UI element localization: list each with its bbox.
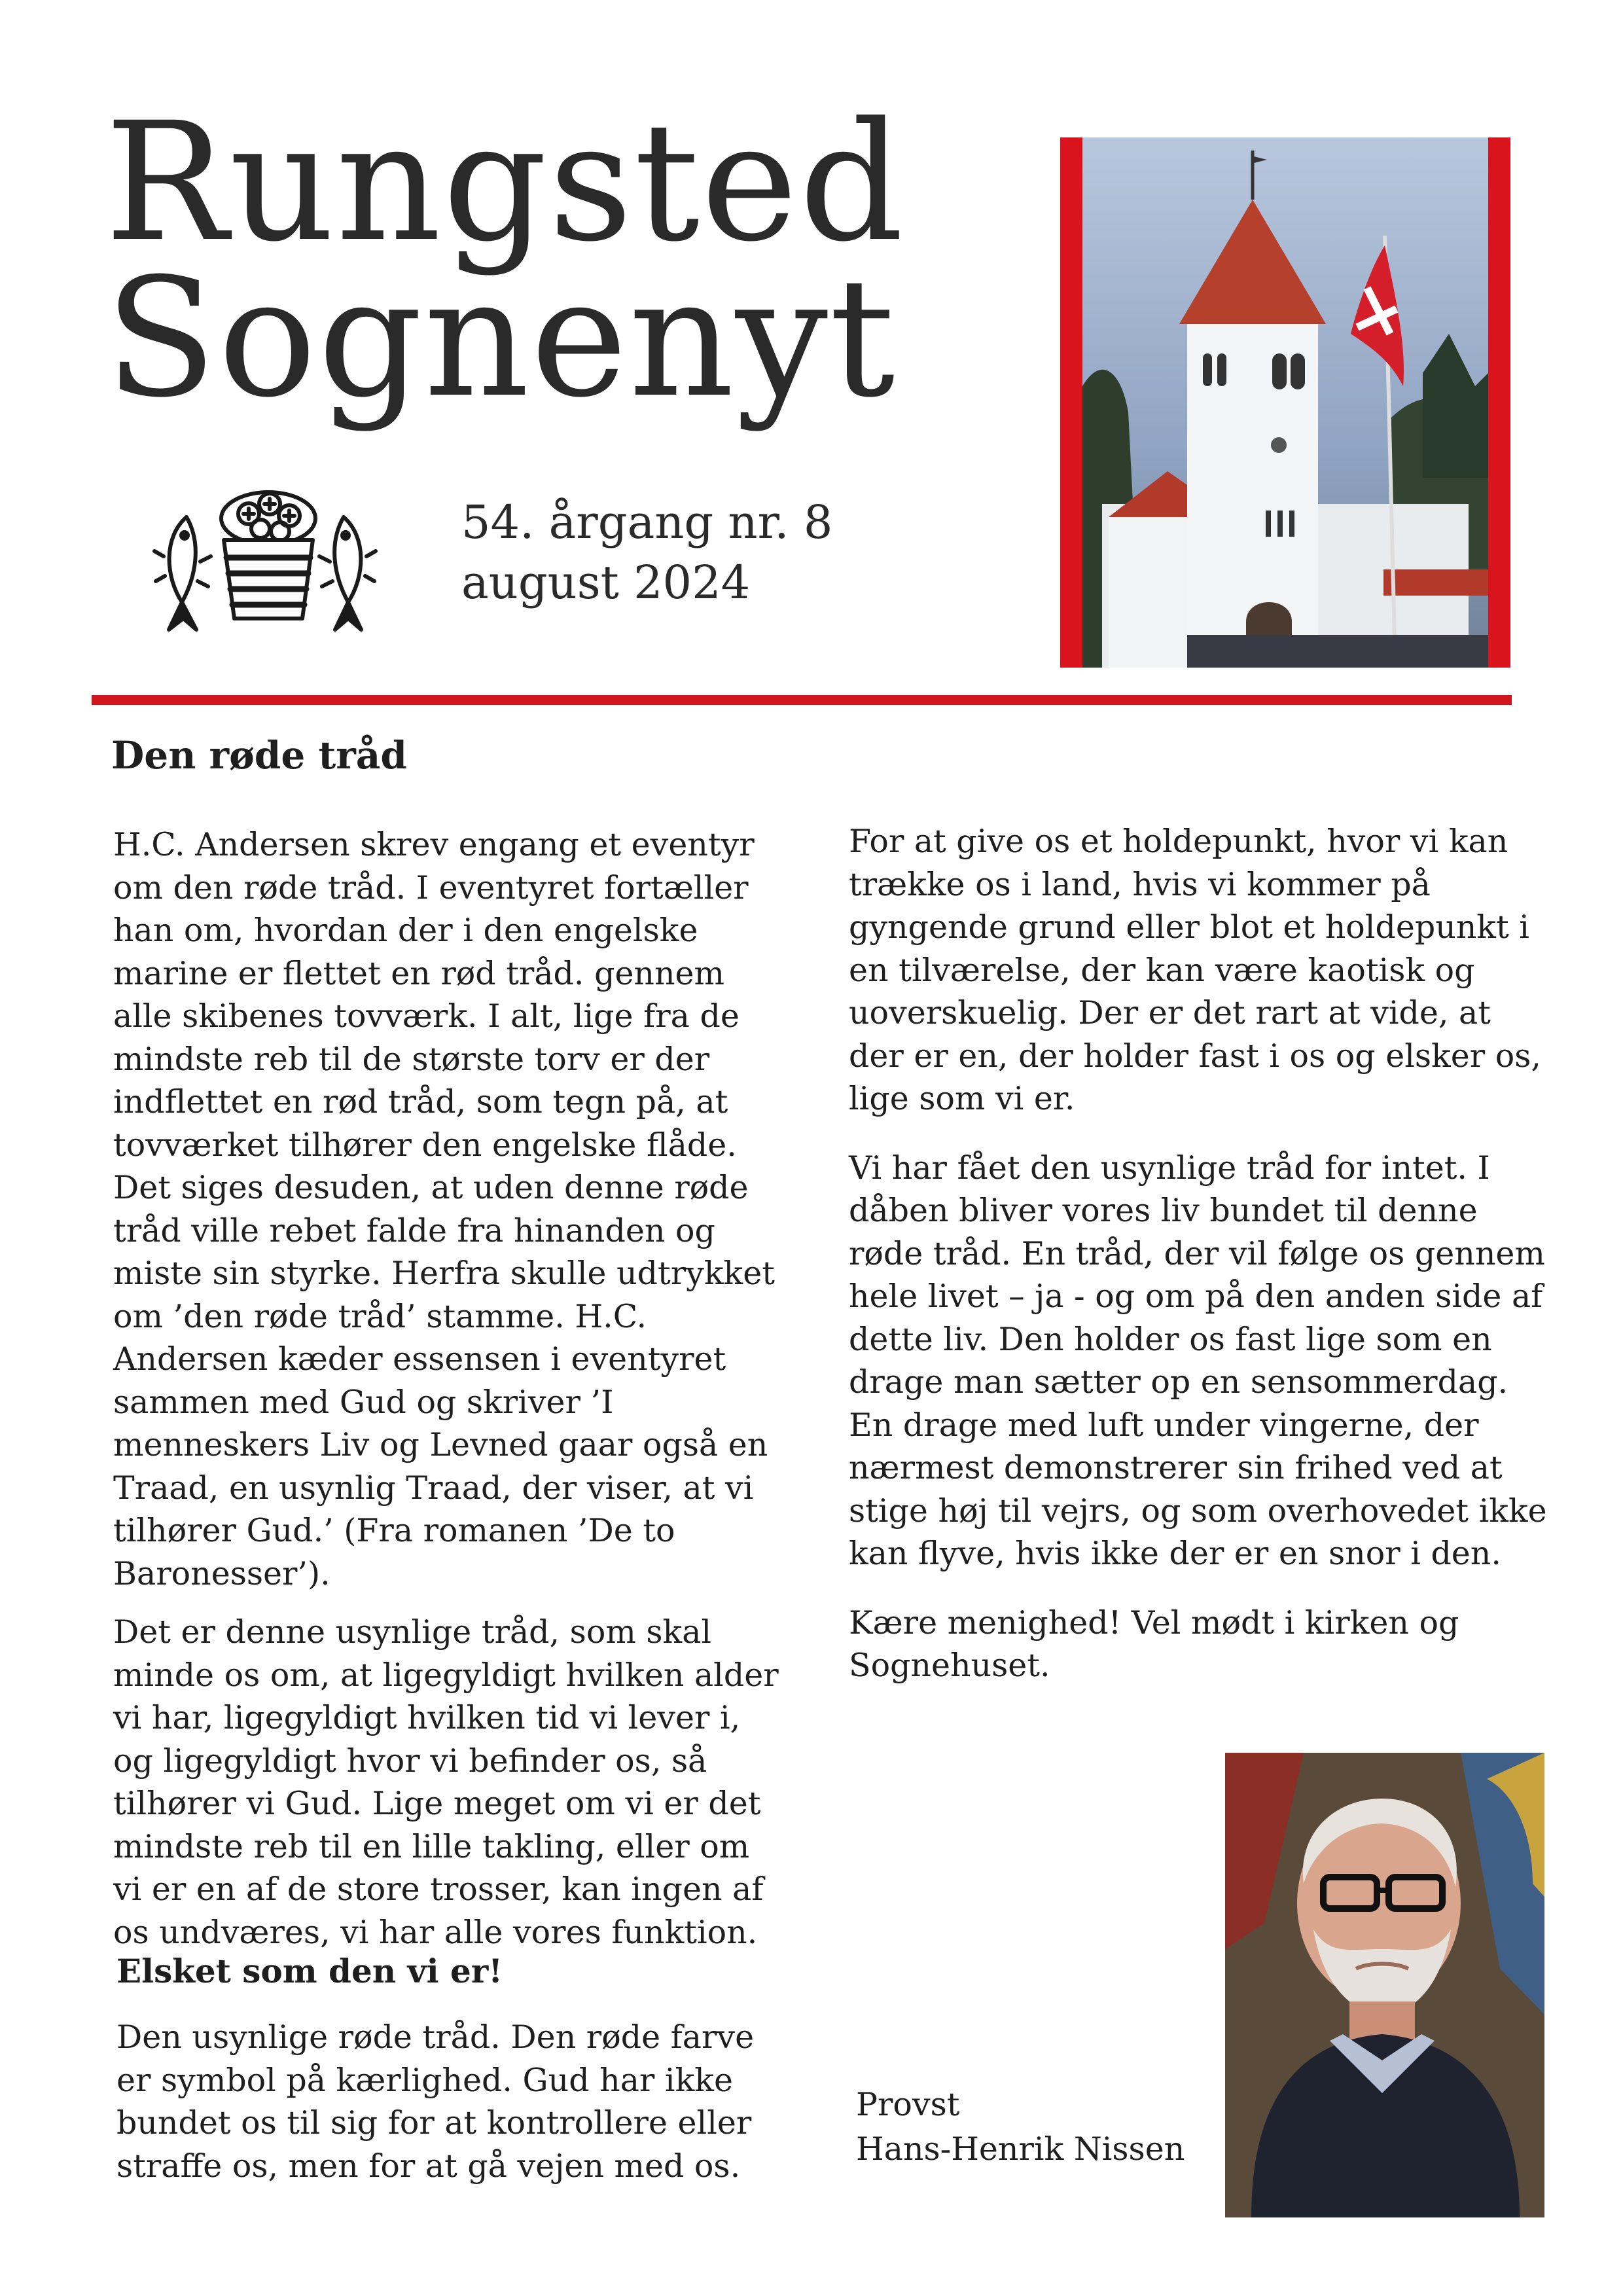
paragraph: H.C. Andersen skrev engang et eventyr om den røde tråd. I eventyret fortæller han om, hvordan der i den engelske marine er flettet en rød tråd. gennem alle skibenes tovværk. I alt, lige fra de mindste reb til de største torv er der indflettet en rød tråd, som tegn på, at tovværket tilhører den engelske flåde. Det siges desuden, at uden denne røde tråd ville rebet falde fra hinanden og miste sin styrke. Herfra skulle udtrykket om ’den røde tråd’ stamme. H.C. Andersen kæder essensen i eventyret sammen med Gud og skriver ’I menneskers Liv og Levned gaar også en Traad, en usynlig Traad, der viser, at vi tilhører Gud.’ (Fra romanen ’De to Baronesser’). [113,826,775,1592]
article-subheading: Elsket som den vi er! [116,1952,503,1990]
article-column-left-continued [116,2016,791,2203]
masthead-line-2: Sognenyt [105,243,897,433]
paragraph: For at give os et holdepunkt, hvor vi kan trække os i land, hvis vi kommer på gyngende grund eller blot et holdepunkt i en tilværelse, der kan være kaotisk og uoverskuelig. Der er det rart at vide, at der er en, der holder fast i os og elsker os, lige som vi er. [849,823,1541,1117]
fish-and-bread-logo-icon [151,478,380,648]
paragraph: Kære menighed! Vel mødt i kirken og Sognehuset. [849,1604,1459,1684]
signature [856,2083,1185,2172]
portrait-photo [1225,1753,1544,2217]
issue-date: august 2024 [461,556,751,609]
church-tower-icon [1082,137,1488,668]
signature-title: Provst [856,2086,960,2123]
article-column-left [113,823,787,1969]
article-title: Den røde tråd [111,733,407,778]
signature-name: Hans-Henrik Nissen [856,2130,1185,2168]
paragraph: Det er denne usynlige tråd, som skal minde os om, at ligegyldigt hvilken alder vi har, ligegyldigt hvilken tid vi lever i, og ligegyldigt hvor vi befinder os, så tilhører vi Gud. Lige meget om vi er det mindste reb til en lille takling, eller om vi er en af de store trosser, kan ingen af os undværes, vi har alle vores funktion. [113,1613,779,1951]
issue-info [461,492,832,613]
article-column-right [849,820,1556,1703]
masthead-line-1: Rungsted [105,87,906,278]
paragraph: Den usynlige røde tråd. Den røde farve er symbol på kærlighed. Gud har ikke bundet os til sig for at kontrollere eller straffe os, men for at gå vejen med os. [116,2018,755,2185]
paragraph: Vi har fået den usynlige tråd for intet. I dåben bliver vores liv bundet til denne røde tråd. En tråd, der vil følge os gennem hele livet – ja - og om på den anden side af dette liv. Den holder os fast lige som en drage man sætter op en sensommerdag. En drage med luft under vingerne, der nærmest demonstrerer sin frihed ved at stige høj til vejrs, og som overhovedet ikke kan flyve, hvis ikke der er en snor i den. [849,1149,1547,1572]
person-portrait-icon [1225,1753,1544,2217]
red-divider-line [92,695,1512,705]
masthead-title [105,87,955,433]
issue-volume: 54. årgang nr. 8 [461,495,833,549]
church-photo [1060,137,1510,668]
